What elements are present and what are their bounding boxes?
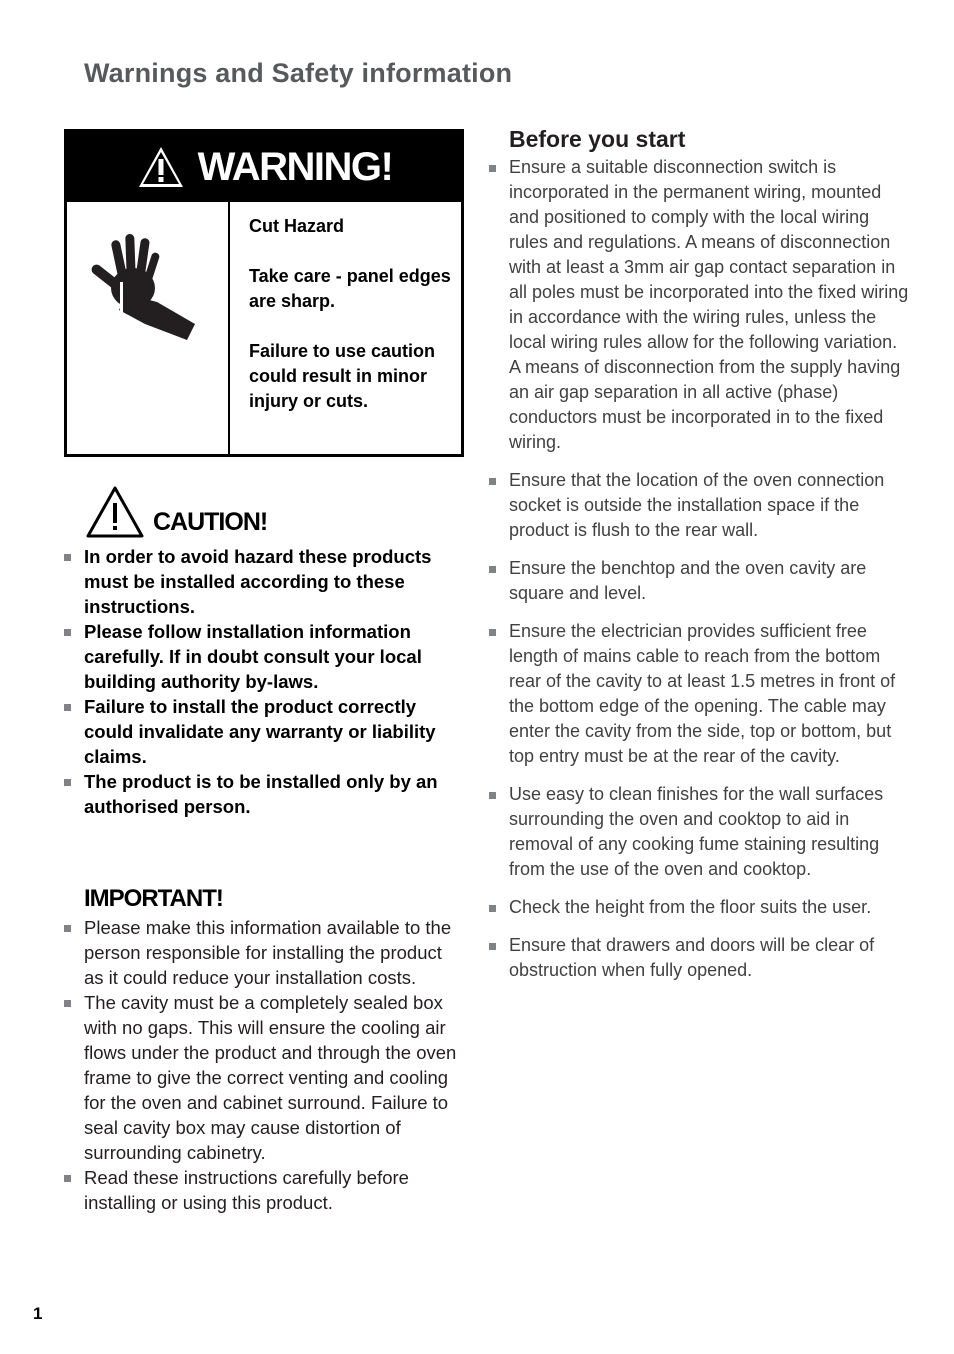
page-number: 1 bbox=[33, 1304, 43, 1323]
list-item: The cavity must be a completely sealed box with no gaps. This will ensure the cooling air flows under the product and through the oven frame to give the correct venting and cooling for the oven and cabinet surround. Failure to seal cavity box may cause distortion of surrounding cabinetry. bbox=[64, 990, 464, 1165]
cut-hand-icon bbox=[87, 232, 199, 352]
list-item: Ensure the benchtop and the oven cavity are square and level. bbox=[489, 556, 909, 606]
caution-list bbox=[64, 544, 464, 819]
important-heading: IMPORTANT! bbox=[84, 885, 223, 912]
caution-heading: CAUTION! bbox=[153, 508, 268, 536]
warning-box bbox=[64, 129, 464, 457]
before-you-start-list bbox=[489, 155, 909, 996]
list-item: Check the height from the floor suits the user. bbox=[489, 895, 909, 920]
warning-divider bbox=[228, 202, 230, 454]
list-item: Ensure the electrician provides sufficient free length of mains cable to reach from the bottom rear of the cavity to at least 1.5 metres in front of the bottom edge of the opening. The cable may enter the cavity from the side, top or bottom, but top entry must be at the rear of the cavity. bbox=[489, 619, 909, 769]
warning-text bbox=[249, 214, 459, 439]
warning-heading: WARNING! bbox=[197, 144, 393, 189]
list-item: Read these instructions carefully before installing or using this product. bbox=[64, 1165, 464, 1215]
caution-heading-group bbox=[86, 486, 267, 538]
caution-triangle-icon bbox=[86, 486, 144, 538]
list-item: Use easy to clean finishes for the wall surfaces surrounding the oven and cooktop to aid in removal of any cooking fume staining resulting from the use of the oven and cooktop. bbox=[489, 782, 909, 882]
list-item: Please follow installation information carefully. If in doubt consult your local building authority by-laws. bbox=[64, 619, 464, 694]
warning-header bbox=[67, 132, 461, 202]
list-item: Ensure a suitable disconnection switch is incorporated in the permanent wiring, mounted and positioned to comply with the local wiring rules and regulations. A means of disconnection with at least a 3mm air gap contact separation in all poles must be incorporated into the fixed wiring in accordance with the wiring rules, unless the local wiring rules allow for the following variation. A means of disconnection from the supply having an air gap separation in all active (phase) conductors must be incorporated in to the fixed wiring. bbox=[489, 155, 909, 455]
list-item: Ensure that drawers and doors will be clear of obstruction when fully opened. bbox=[489, 933, 909, 983]
warning-line: Take care - panel edges are sharp. bbox=[249, 266, 451, 311]
page-title: Warnings and Safety information bbox=[84, 58, 513, 88]
before-you-start-heading: Before you start bbox=[509, 126, 686, 152]
warning-line: Failure to use caution could result in minor injury or cuts. bbox=[249, 341, 436, 411]
warning-line: Cut Hazard bbox=[249, 216, 345, 236]
list-item: In order to avoid hazard these products must be installed according to these instructions. bbox=[64, 544, 464, 619]
list-item: Failure to install the product correctly could invalidate any warranty or liability claims. bbox=[64, 694, 464, 769]
list-item: The product is to be installed only by an authorised person. bbox=[64, 769, 464, 819]
warning-triangle-icon bbox=[136, 144, 186, 190]
important-list bbox=[64, 915, 464, 1215]
list-item: Ensure that the location of the oven connection socket is outside the installation space if the product is flush to the rear wall. bbox=[489, 468, 909, 543]
list-item: Please make this information available to the person responsible for installing the product as it could reduce your installation costs. bbox=[64, 915, 464, 990]
